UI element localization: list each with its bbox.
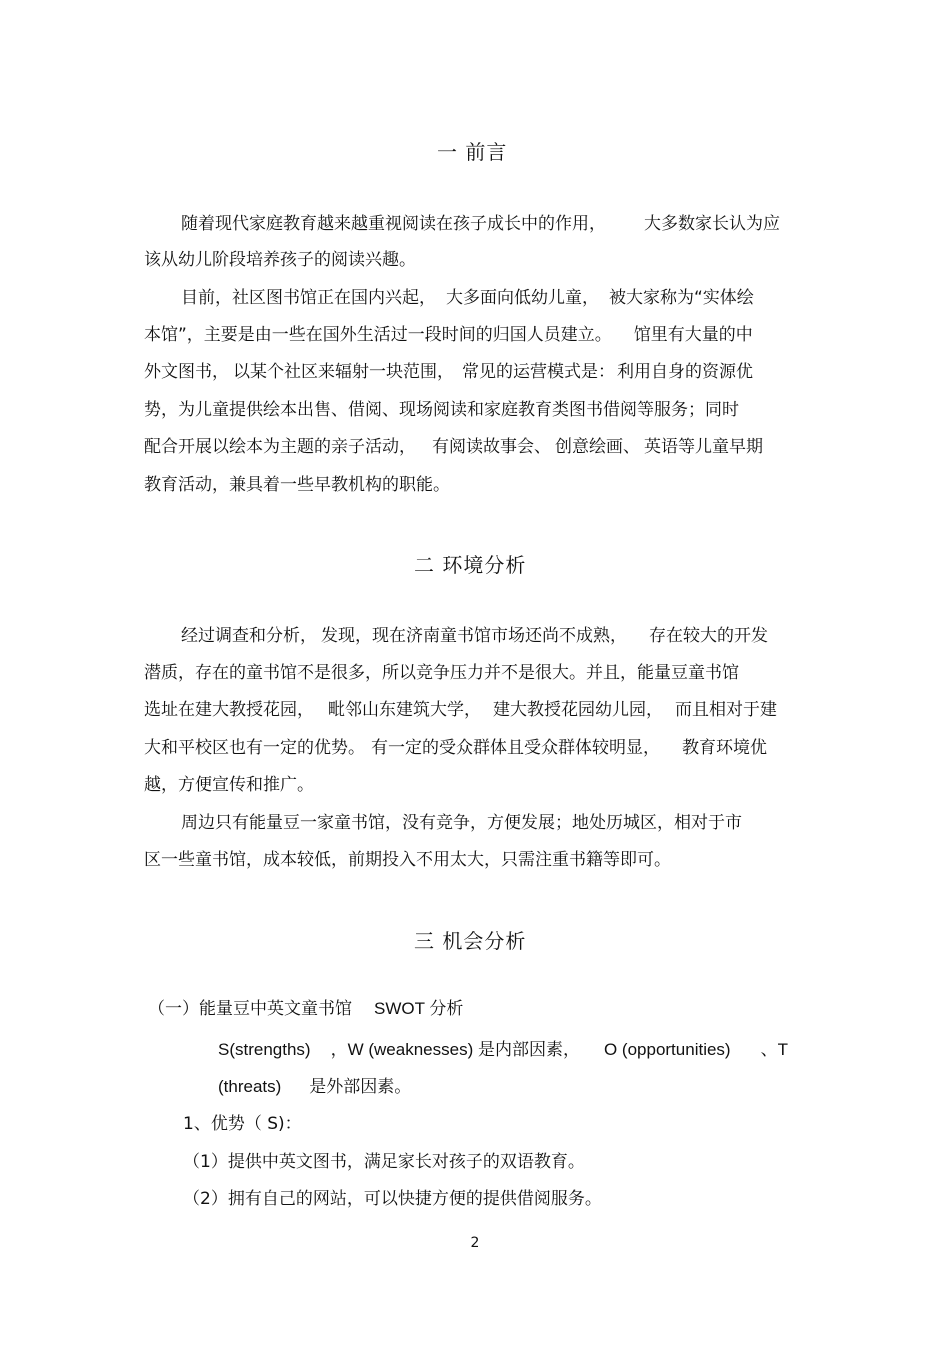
list-item: 1、优势（ S)： <box>183 1114 302 1134</box>
paragraph-line: S(strengths) ，W (weaknesses) 是内部因素， O (opportunities) 、T <box>218 1040 788 1059</box>
paragraph-line: 经过调查和分析， 发现，现在济南童书馆市场还尚不成熟， 存在较大的开发 <box>181 626 768 646</box>
paragraph-line: 本馆”，主要是由一些在国外生活过一段时间的归国人员建立。 馆里有大量的中 <box>144 325 753 345</box>
paragraph-line: 配合开展以绘本为主题的亲子活动， 有阅读故事会、 创意绘画、 英语等儿童早期 <box>144 437 763 457</box>
paragraph-line: 目前，社区图书馆正在国内兴起， 大多面向低幼儿童， 被大家称为“实体绘 <box>181 288 754 308</box>
paragraph-line: 大和平校区也有一定的优势。 有一定的受众群体且受众群体较明显， 教育环境优 <box>144 738 767 758</box>
list-item: （1）提供中英文图书，满足家长对孩子的双语教育。 <box>183 1152 585 1172</box>
paragraph-line: 外文图书， 以某个社区来辐射一块范围， 常见的运营模式是： 利用自身的资源优 <box>144 362 753 382</box>
paragraph-line: 随着现代家庭教育越来越重视阅读在孩子成长中的作用， 大多数家长认为应 <box>181 214 780 234</box>
paragraph-line: 教育活动，兼具着一些早教机构的职能。 <box>144 475 450 495</box>
paragraph-line: 潜质，存在的童书馆不是很多，所以竞争压力并不是很大。并且，能量豆童书馆 <box>144 663 739 683</box>
paragraph-line: 势，为儿童提供绘本出售、借阅、现场阅读和家庭教育类图书借阅等服务；同时 <box>144 400 739 420</box>
paragraph-line: 区一些童书馆，成本较低，前期投入不用太大，只需注重书籍等即可。 <box>144 850 671 870</box>
paragraph-line: (threats) 是外部因素。 <box>218 1077 412 1096</box>
section-heading-preface: 一 前言 <box>437 140 508 164</box>
list-item: （2）拥有自己的网站，可以快捷方便的提供借阅服务。 <box>183 1189 602 1209</box>
subsection-heading: （一）能量豆中英文童书馆 SWOT 分析 <box>148 999 464 1019</box>
page-number: 2 <box>470 1235 480 1251</box>
paragraph-line: 选址在建大教授花园， 毗邻山东建筑大学， 建大教授花园幼儿园， 而且相对于建 <box>144 700 777 720</box>
paragraph-line: 越，方便宣传和推广。 <box>144 775 314 795</box>
section-heading-environment: 二 环境分析 <box>414 553 527 577</box>
paragraph-line: 周边只有能量豆一家童书馆，没有竞争，方便发展；地处历城区，相对于市 <box>181 813 742 833</box>
section-heading-opportunity: 三 机会分析 <box>414 929 527 953</box>
paragraph-line: 该从幼儿阶段培养孩子的阅读兴趣。 <box>144 250 416 270</box>
